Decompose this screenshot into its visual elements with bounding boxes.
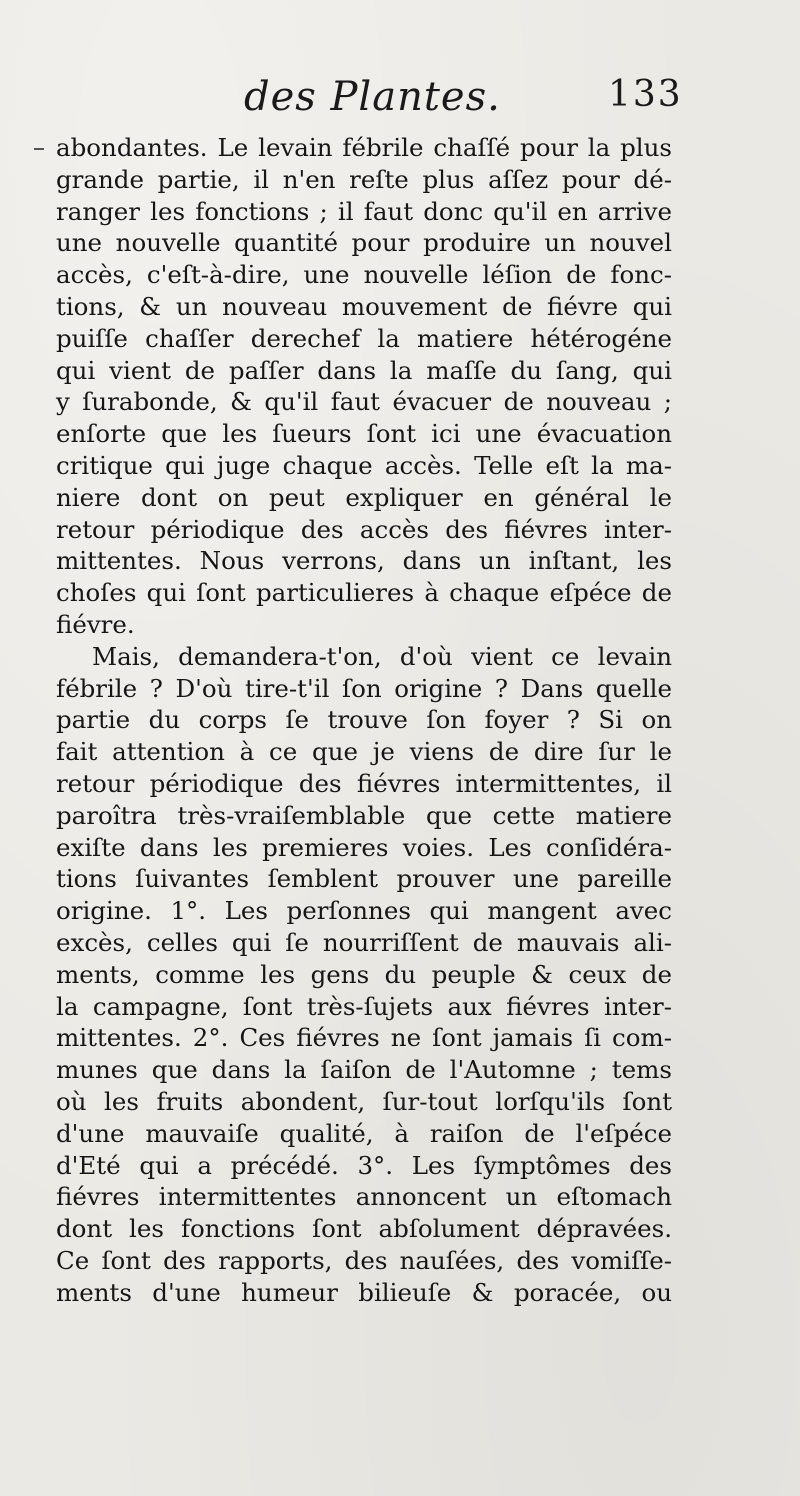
text-line: dont les fonctions ſont abſolument dépravées.: [56, 1214, 672, 1244]
text-line: mittentes. Nous verrons, dans un inſtant, les: [56, 546, 672, 576]
text-line: niere dont on peut expliquer en général le: [56, 482, 672, 512]
text-line: paroîtra très-vraiſemblable que cette matiere: [56, 800, 672, 830]
text-line: Ce ſont des rapports, des nauſées, des vomiſſe-: [56, 1245, 672, 1275]
text-line: origine. 1°. Les perſonnes qui mangent avec: [56, 896, 672, 926]
text-line: une nouvelle quantité pour produire un nouvel: [56, 228, 672, 258]
text-line: mittentes. 2°. Ces fiévres ne ſont jamais ſi com-: [56, 1023, 672, 1053]
text-line: grande partie, il n'en reſte plus aſſez pour dé-: [56, 164, 672, 194]
text-line: partie du corps ſe trouve ſon foyer ? Si on: [56, 705, 672, 735]
text-line: retour périodique des fiévres intermittentes, il: [56, 768, 672, 798]
text-line: exiſte dans les premieres voies. Les conſidéra-: [56, 832, 672, 862]
text-line: retour périodique des accès des fiévres inter-: [56, 514, 672, 544]
margin-dash: [34, 148, 44, 150]
paragraph-2: [56, 641, 672, 1309]
text-line: y ſurabonde, & qu'il faut évacuer de nouveau ;: [56, 387, 672, 417]
text-line: munes que dans la ſaiſon de l'Automne ; tems: [56, 1055, 672, 1085]
text-line: critique qui juge chaque accès. Telle eſt la ma-: [56, 450, 672, 480]
text-line: abondantes. Le levain fébrile chaſſé pour la plus: [56, 133, 672, 162]
text-line: la campagne, ſont très-ſujets aux fiévres inter-: [56, 991, 672, 1021]
text-line: fébrile ? D'où tire-t'il ſon origine ? Dans quelle: [56, 673, 672, 703]
text-line: fait attention à ce que je viens de dire ſur le: [56, 737, 672, 767]
text-line: accès, c'eſt-à-dire, une nouvelle léſion de fonc-: [56, 260, 672, 290]
text-line: puiſſe chaſſer derechef la matiere hétérogéne: [56, 323, 672, 353]
paragraph-1: [56, 132, 672, 641]
text-line: excès, celles qui ſe nourriſſent de mauvais ali-: [56, 927, 672, 957]
text-line: fiévre.: [56, 609, 135, 639]
page-header: [0, 74, 800, 124]
text-line: d'Eté qui a précédé. 3°. Les ſymptômes des: [56, 1150, 672, 1180]
text-line: ments d'une humeur bilieuſe & poracée, ou: [56, 1277, 672, 1307]
text-line: ranger les fonctions ; il faut donc qu'il en arrive: [56, 196, 672, 226]
text-line: enſorte que les ſueurs ſont ici une évacuation: [56, 419, 672, 449]
text-line: ments, comme les gens du peuple & ceux de: [56, 959, 672, 989]
text-line: choſes qui ſont particulieres à chaque eſpéce de: [56, 578, 672, 608]
page-number: 133: [608, 74, 683, 115]
text-line: tions, & un nouveau mouvement de fiévre qui: [56, 291, 672, 321]
text-line: tions ſuivantes ſemblent prouver une pareille: [56, 864, 672, 894]
text-line: fiévres intermittentes annoncent un eſtomach: [56, 1182, 672, 1212]
text-line: Mais, demandera-t'on, d'où vient ce levain: [92, 641, 672, 671]
text-line: où les fruits abondent, ſur-tout lorſqu'ils ſont: [56, 1086, 672, 1116]
body-text: [56, 132, 672, 1308]
running-title: des Plantes.: [244, 74, 501, 120]
text-line: qui vient de paſſer dans la maſſe du ſang, qui: [56, 355, 672, 385]
text-line: d'une mauvaiſe qualité, à raiſon de l'eſpéce: [56, 1118, 672, 1148]
